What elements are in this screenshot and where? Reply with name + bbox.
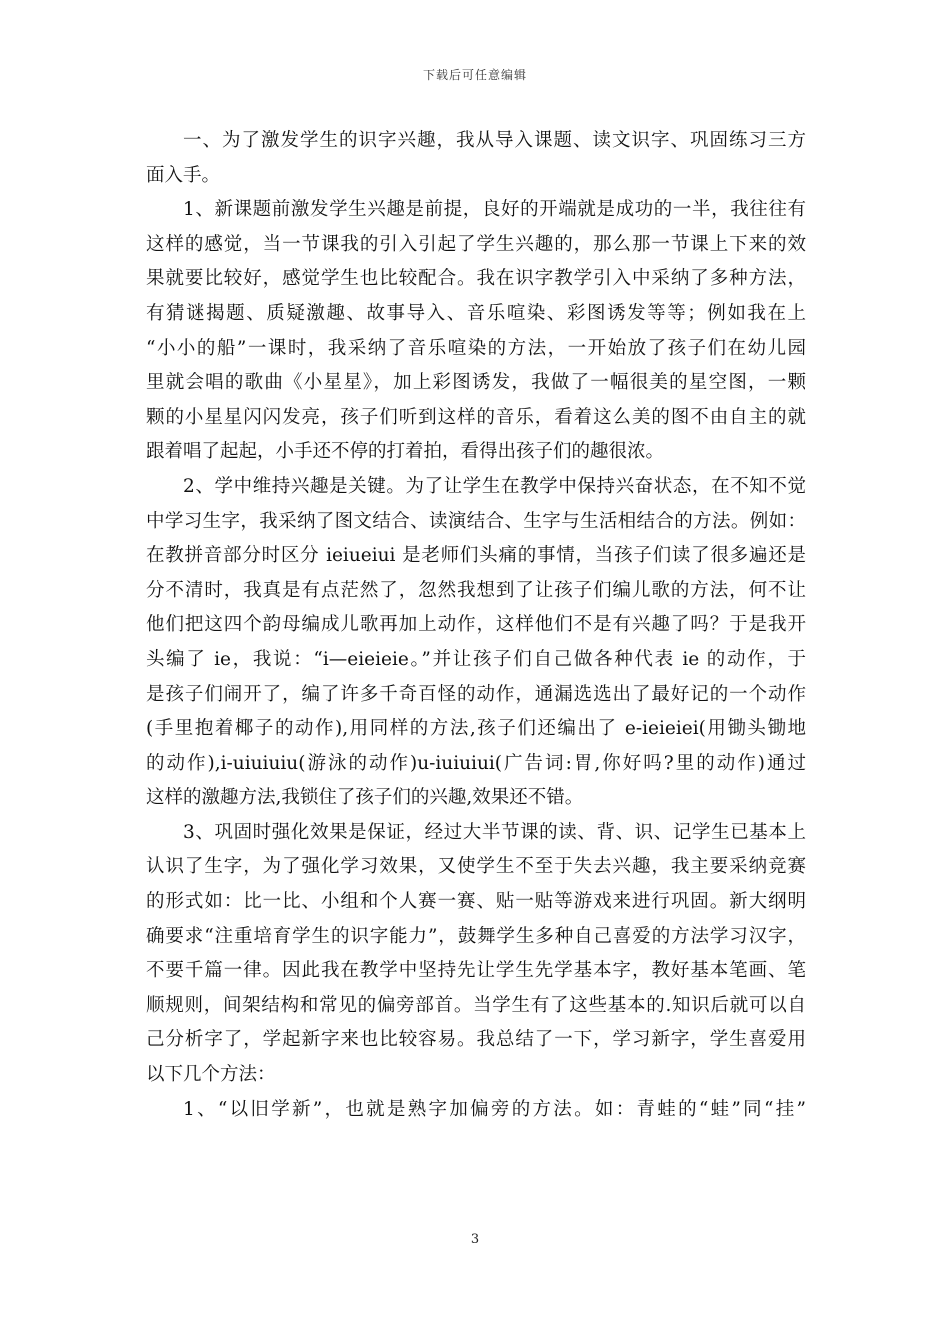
text-line: 顺规则，间架结构和常见的偏旁部首。当学生有了这些基本的.知识后就可以自 <box>146 994 806 1016</box>
text-line: 一、为了激发学生的识字兴趣，我从导入课题、读文识字、巩固练习三方 <box>183 130 806 151</box>
text-line: 颗的小星星闪闪发亮，孩子们听到这样的音乐，看着这么美的图不由自主的就 <box>146 406 806 428</box>
text-line: 他们把这四个韵母编成儿歌再加上动作，这样他们不是有兴趣了吗？于是我开 <box>146 614 806 636</box>
text-line: 跟着唱了起起，小手还不停的打着拍，看得出孩子们的趣很浓。 <box>146 441 665 463</box>
text-line: 在教拼音部分时区分 ieiueiui 是老师们头痛的事情，当孩子们读了很多遍还是 <box>146 545 806 567</box>
text-line: 1、新课题前激发学生兴趣是前提，良好的开端就是成功的一半，我往往有 <box>183 199 806 221</box>
text-line: 认识了生字，为了强化学习效果，又使学生不至于失去兴趣，我主要采纳竞赛 <box>146 856 806 878</box>
text-line: 1、“以旧学新”，也就是熟字加偏旁的方法。如：青蛙的“蛙”同“挂” <box>183 1098 806 1120</box>
page-header: 下载后可任意编辑 <box>422 68 527 82</box>
text-line: 果就要比较好，感觉学生也比较配合。我在识字教学引入中采纳了多种方法， <box>146 268 806 290</box>
document-body <box>146 124 806 1127</box>
text-line: 不要千篇一律。因此我在教学中坚持先让学生先学基本字，教好基本笔画、笔 <box>146 960 806 982</box>
page-number: 3 <box>470 1232 480 1247</box>
text-line: 这样的感觉，当一节课我的引入引起了学生兴趣的，那么那一节课上下来的效 <box>146 233 806 255</box>
text-line: (手里抱着椰子的动作),用同样的方法,孩子们还编出了 e-ieieiei(用锄头锄地 <box>146 718 806 740</box>
text-line: 是孩子们闹开了，编了许多千奇百怪的动作，通漏选选出了最好记的一个动作 <box>146 683 806 705</box>
text-line: 里就会唱的歌曲《小星星》，加上彩图诱发，我做了一幅很美的星空图，一颗 <box>146 372 806 394</box>
text-line: 的动作),i-uiuiuiu(游泳的动作)u-iuiuiui(广告词:胃,你好吗?里的动作)通过 <box>146 752 806 774</box>
text-line: 有猜谜揭题、质疑激趣、故事导入、音乐喧染、彩图诱发等等；例如我在上 <box>146 302 806 324</box>
text-line: 中学习生字，我采纳了图文结合、读演结合、生字与生活相结合的方法。例如： <box>146 510 806 532</box>
text-line: 己分析字了，学起新字来也比较容易。我总结了一下，学习新字，学生喜爱用 <box>146 1029 806 1051</box>
text-line: 头编了 ie，我说：“i—eieieie。”并让孩子们自己做各种代表 ie 的动作，于 <box>146 648 806 670</box>
text-line: 确要求“注重培育学生的识字能力”，鼓舞学生多种自己喜爱的方法学习汉字， <box>146 925 806 947</box>
text-line: 3、巩固时强化效果是保证，经过大半节课的读、背、识、记学生已基本上 <box>183 821 806 843</box>
text-line: 的形式如：比一比、小组和个人赛一赛、贴一贴等游戏来进行巩固。新大纲明 <box>146 891 806 913</box>
text-line: 这样的激趣方法,我锁住了孩子们的兴趣,效果还不错。 <box>146 787 584 809</box>
text-line: 面入手。 <box>146 164 221 186</box>
text-line: 分不清时，我真是有点茫然了，忽然我想到了让孩子们编儿歌的方法，何不让 <box>146 579 806 601</box>
text-line: “小小的船”一课时，我采纳了音乐喧染的方法，一开始放了孩子们在幼儿园 <box>146 337 806 359</box>
text-line: 以下几个方法： <box>146 1064 276 1086</box>
text-line: 2、学中维持兴趣是关键。为了让学生在教学中保持兴奋状态，在不知不觉 <box>183 475 806 497</box>
